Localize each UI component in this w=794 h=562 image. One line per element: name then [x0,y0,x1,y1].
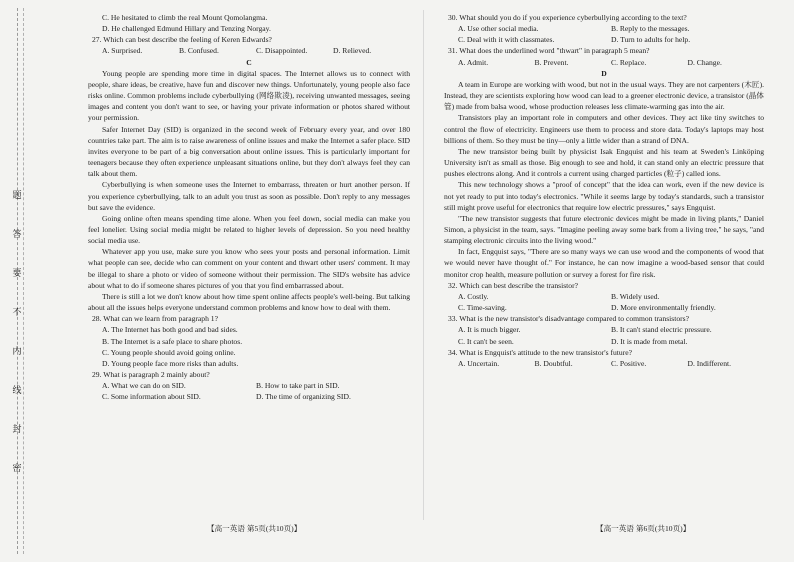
binding-label: 要 [12,268,22,278]
q27-option: C. Disappointed. [256,46,308,56]
binding-labels [10,190,24,502]
q29-option: A. What we can do on SID. [102,381,186,391]
passage-paragraph: A team in Europe are working with wood, but not in the usual ways. They are not carpenters (木匠). Instead, they are scientists exploring how wood can lead to a greener electronic device, a transistor (晶体管) made from balsa wood, whose production releases less climate-warming gas into the air. [444,79,764,112]
q34-options [444,358,764,369]
q29-options [88,391,410,402]
passage-paragraph: Young people are spending more time in digital spaces. The Internet allows us to connect with people, share ideas, be creative, have fun and discover new things. Unfortunately, young people also face risks online. Common problems include cyberbullying (网络欺凌), receiving unwanted messages, seeing images and content you don't want to see, or having your private information or photos shared without your permission. [88,68,410,123]
q27-options [88,45,410,56]
q26-option: C. He hesitated to climb the real Mount Qomolangma. [102,13,268,22]
binding-label: 线 [12,385,22,395]
q28-option: C. Young people should avoid going online. [102,347,236,357]
passage-paragraph: Safer Internet Day (SID) is organized in the second week of February every year, and over 180 countries take part. The aim is to raise awareness of online issues and make the Internet a safer place. SID invites everyone to be part of a big conversation about online issues. This is particularly important for teenagers because they often experience unpleasant situations online, but they don't always feel they can talk about them. [88,124,410,179]
q31-options [444,57,764,68]
q32-option: A. Costly. [458,291,489,301]
q30-option: C. Deal with it with classmates. [458,35,555,45]
q29-option: C. Some information about SID. [102,392,201,402]
question-28: 28. What can we learn from paragraph 1? [92,314,218,324]
question-33: 33. What is the new transistor's disadvantage compared to common transistors? [448,314,690,324]
q28-option: A. The Internet has both good and bad sides. [102,325,238,335]
q33-option: C. It can't be seen. [458,336,514,346]
q31-option: A. Admit. [458,57,489,67]
right-column [444,12,764,369]
q30-option: A. Use other social media. [458,24,539,34]
q30-options [444,34,764,45]
q31-option: C. Replace. [611,57,647,67]
q29-options [88,380,410,391]
binding-label: 密 [12,463,22,473]
question-27: 27. Which can best describe the feeling of Keren Edwards? [92,35,272,45]
question-34: 34. What is Engquist's attitude to the new transistor's future? [448,347,632,357]
q32-option: B. Widely used. [611,291,660,301]
section-heading: C [246,57,252,67]
passage-paragraph: "The new transistor suggests that future electronic devices might be made in living plants," Daniel Simon, a physicist in the team, says. "Imagine peeling away some bark from a living tree," he says, "and stamping electronic circuits into the living wood." [444,213,764,246]
q28-option: D. Young people face more risks than adults. [102,358,239,368]
question-29: 29. What is paragraph 2 mainly about? [92,370,210,379]
q33-options [444,324,764,335]
page-footer: 【高一英语 第6页(共10页)】 [596,524,691,533]
question-30: 30. What should you do if you experience cyberbullying according to the text? [448,13,687,22]
q31-option: B. Prevent. [534,57,569,67]
q33-option: D. It is made from metal. [611,336,688,346]
q26-option: D. He challenged Edmund Hillary and Tenzing Norgay. [102,24,271,34]
binding-label: 不 [12,307,22,317]
binding-margin [0,0,48,562]
q29-option: B. How to take part in SID. [256,381,340,391]
page-footer: 【高一英语 第5页(共10页)】 [207,524,302,533]
question-31: 31. What does the underlined word "thwart" in paragraph 5 mean? [448,46,650,56]
passage-paragraph: Transistors play an important role in computers and other devices. They act like tiny switches to control the flow of electricity. Engineers use them to process and store data. Today's laptops may host billions of them. So they must be tiny—only a little wider than a strand of DNA. [444,113,764,145]
q34-option: B. Doubtful. [534,358,573,368]
binding-label: 封 [12,424,22,434]
passage-paragraph: Whatever app you use, make sure you know who sees your posts and personal information. Limit what people can see, decide who can comment on your content and thwart other users' comment. It may be illegal to share a photo or video of someone without their permission. The SID's website has advice about what to do if someone shares pictures of you that you find embarrassed about. [88,247,410,290]
passage-paragraph: This new technology shows a "proof of concept" that the idea can work, even if the new device is not yet ready to put into today's electronics. "While it seems large by today's standards, such a transistor still might prove useful for electronics that require low electric pressures," says Engquist. [444,180,764,212]
q28-option: B. The Internet is a safe place to share photos. [102,336,243,346]
q27-option: D. Relieved. [333,46,372,56]
passage-paragraph: Cyberbullying is when someone uses the Internet to embarrass, threaten or hurt another person. If you experience cyberbullying, talk to an adult you trust as soon as possible. Don't reply to any messages but save the evidence. [88,180,410,212]
passage-paragraph: In fact, Engquist says, "There are so many ways we can use wood and the components of wood that we would never have thought of." For instance, he can now imagine a wood-based sensor that could monitor crop health, measure pollution or survey a forest for fire risk. [444,247,764,279]
q32-option: C. Time-saving. [458,303,507,313]
q32-options [444,302,764,313]
q31-option: D. Change. [687,57,722,67]
q32-options [444,291,764,302]
q30-option: D. Turn to adults for help. [611,35,691,45]
q29-option: D. The time of organizing SID. [256,392,351,402]
q30-options [444,23,764,34]
q33-option: A. It is much bigger. [458,325,521,335]
q34-option: D. Indifferent. [687,358,732,368]
q30-option: B. Reply to the messages. [611,24,690,34]
q33-option: B. It can't stand electric pressure. [611,325,712,335]
question-32: 32. Which can best describe the transistor? [448,280,578,290]
left-column [88,12,410,402]
q34-option: A. Uncertain. [458,358,500,368]
q34-option: C. Positive. [611,358,647,368]
section-heading: D [601,68,607,78]
binding-label: 答 [12,229,22,239]
q33-options [444,336,764,347]
binding-label: 题 [12,190,22,200]
column-divider [423,10,424,520]
passage-paragraph: The new transistor being built by physicist Isak Engquist and his team at Sweden's Linköping University isn't as small as those. Big enough to see and hold, it can stand only an electric pressure that pushes electrons along. And it controls a current using charged particles (粒子) called ions. [444,146,764,179]
q27-option: B. Confused. [179,46,219,56]
q32-option: D. More environmentally friendly. [611,303,716,313]
q27-option: A. Surprised. [102,46,143,56]
passage-paragraph: Going online often means spending time alone. When you feel down, social media can make you feel lonelier. Using social media might be related to higher levels of depression. So you need healthy social media use. [88,213,410,246]
binding-label: 内 [12,346,22,356]
passage-paragraph: There is still a lot we don't know about how time spent online affects people's well-being. But talking about all the issues helps everyone understand common problems and know how to deal with them. [88,291,410,313]
